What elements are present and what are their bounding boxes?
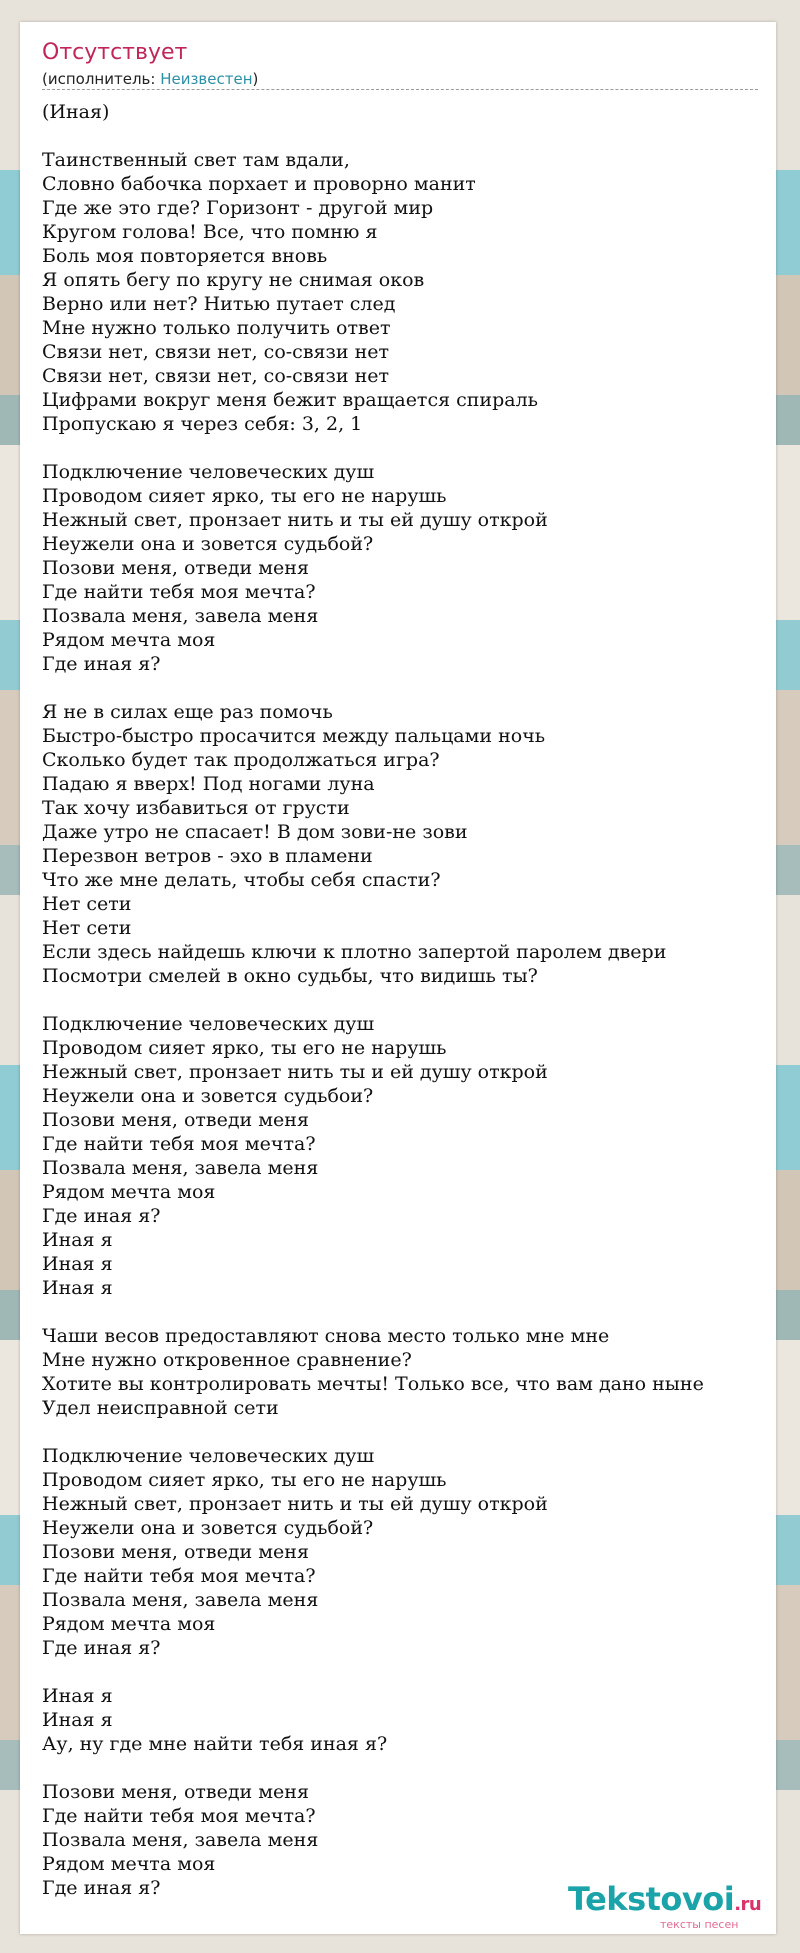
lyric-line: Так хочу избавиться от грусти	[42, 797, 350, 819]
lyric-line: Позови меня, отведи меня	[42, 557, 309, 579]
lyric-line: Боль моя повторяется вновь	[42, 245, 328, 267]
lyric-line	[42, 1420, 772, 1444]
lyric-line: Неужели она и зовется судьбои?	[42, 1085, 374, 1107]
lyric-line: Сколько будет так продолжаться игра?	[42, 749, 440, 771]
lyric-line: Ау, ну где мне найти тебя иная я?	[42, 1733, 388, 1755]
lyric-line	[42, 988, 772, 1012]
artist-prefix: (исполнитель:	[42, 70, 161, 88]
lyrics-text	[42, 100, 772, 1900]
lyric-line: Рядом мечта моя	[42, 1181, 216, 1203]
lyric-line: Иная я	[42, 1277, 113, 1299]
lyric-line: Я опять бегу по кругу не снимая оков	[42, 269, 425, 291]
lyric-line: Что же мне делать, чтобы себя спасти?	[42, 869, 441, 891]
lyric-line: Проводом сияет ярко, ты его не нарушь	[42, 1037, 447, 1059]
lyric-line: Словно бабочка порхает и проворно манит	[42, 173, 476, 195]
lyric-line: Проводом сияет ярко, ты его не нарушь	[42, 485, 447, 507]
lyric-line: Быстро-быстро просачится между пальцами ночь	[42, 725, 546, 747]
lyric-line: Я не в силах еще раз помочь	[42, 701, 333, 723]
lyric-line: Неужели она и зовется судьбой?	[42, 1517, 374, 1539]
lyric-line: Если здесь найдешь ключи к плотно запертой паролем двери	[42, 941, 667, 963]
song-title: Отсутствует	[42, 40, 188, 65]
lyric-line	[42, 1660, 772, 1684]
lyric-line	[42, 124, 772, 148]
lyric-line: Посмотри смелей в окно судьбы, что видишь ты?	[42, 965, 538, 987]
lyric-line: Нежный свет, пронзает нить ты и ей душу открой	[42, 1061, 548, 1083]
lyric-line: Иная я	[42, 1685, 113, 1707]
lyric-line: Цифрами вокруг меня бежит вращается спираль	[42, 389, 538, 411]
logo-tld: .ru	[734, 1894, 762, 1915]
lyric-line: Связи нет, связи нет, со-связи нет	[42, 365, 389, 387]
lyric-line: Позвала меня, завела меня	[42, 1589, 319, 1611]
lyric-line: Иная я	[42, 1229, 113, 1251]
lyric-line: Где найти тебя моя мечта?	[42, 1133, 316, 1155]
lyric-line: Проводом сияет ярко, ты его не нарушь	[42, 1469, 447, 1491]
artist-link[interactable]: Неизвестен	[160, 70, 253, 88]
lyric-line: Подключение человеческих душ	[42, 1445, 375, 1467]
lyric-line: Кругом голова! Все, что помню я	[42, 221, 378, 243]
lyric-line: Нежный свет, пронзает нить и ты ей душу открой	[42, 1493, 548, 1515]
artist-suffix: )	[252, 70, 259, 88]
lyric-line: Таинственный свет там вдали,	[42, 149, 350, 171]
lyric-line	[42, 676, 772, 700]
lyric-line: Позвала меня, завела меня	[42, 1829, 319, 1851]
lyric-line	[42, 1300, 772, 1324]
lyric-line: Где найти тебя моя мечта?	[42, 581, 316, 603]
lyric-line: Где иная я?	[42, 1637, 161, 1659]
lyric-line: Подключение человеческих душ	[42, 461, 375, 483]
lyric-line: Перезвон ветров - эхо в пламени	[42, 845, 373, 867]
lyric-line: Нет сети	[42, 917, 132, 939]
lyric-line: Мне нужно только получить ответ	[42, 317, 391, 339]
lyric-line: Нет сети	[42, 893, 132, 915]
lyric-line: Рядом мечта моя	[42, 1853, 216, 1875]
lyric-line: Рядом мечта моя	[42, 1613, 216, 1635]
lyric-line: Мне нужно откровенное сравнение?	[42, 1349, 412, 1371]
logo-name: Tekstovoi	[568, 1880, 735, 1918]
lyric-line: Позови меня, отведи меня	[42, 1541, 309, 1563]
lyric-line: Падаю я вверх! Под ногами луна	[42, 773, 375, 795]
lyric-line: Позвала меня, завела меня	[42, 1157, 319, 1179]
lyric-line: Подключение человеческих душ	[42, 1013, 375, 1035]
lyric-line: Позови меня, отведи меня	[42, 1781, 309, 1803]
lyric-line: Даже утро не спасает! В дом зови-не зови	[42, 821, 468, 843]
lyric-line: Верно или нет? Нитью путает след	[42, 293, 396, 315]
site-logo[interactable]	[568, 1880, 761, 1918]
lyric-line	[42, 1756, 772, 1780]
lyric-line: Где иная я?	[42, 653, 161, 675]
lyric-line: Хотите вы контролировать мечты! Только все, что вам дано ныне	[42, 1373, 704, 1395]
lyric-line: Где найти тебя моя мечта?	[42, 1565, 316, 1587]
lyric-line: Где же это где? Горизонт - другой мир	[42, 197, 434, 219]
lyric-line: Неужели она и зовется судьбой?	[42, 533, 374, 555]
logo-tagline: тексты песен	[660, 1918, 739, 1931]
lyric-line: Удел неисправной сети	[42, 1397, 279, 1419]
lyric-line: Где иная я?	[42, 1205, 161, 1227]
lyric-line: Чаши весов предоставляют снова место только мне мне	[42, 1325, 610, 1347]
lyric-line: Позови меня, отведи меня	[42, 1109, 309, 1131]
artist-line	[42, 70, 758, 90]
lyric-line	[42, 436, 772, 460]
lyric-line: Пропускаю я через себя: 3, 2, 1	[42, 413, 363, 435]
lyric-line: Где найти тебя моя мечта?	[42, 1805, 316, 1827]
lyric-line: Нежный свет, пронзает нить и ты ей душу открой	[42, 509, 548, 531]
lyric-line: Позвала меня, завела меня	[42, 605, 319, 627]
lyric-line: Связи нет, связи нет, со-связи нет	[42, 341, 389, 363]
lyric-line: Иная я	[42, 1709, 113, 1731]
lyric-line: (Иная)	[42, 101, 110, 123]
lyric-line: Где иная я?	[42, 1877, 161, 1899]
lyric-line: Рядом мечта моя	[42, 629, 216, 651]
lyric-line: Иная я	[42, 1253, 113, 1275]
